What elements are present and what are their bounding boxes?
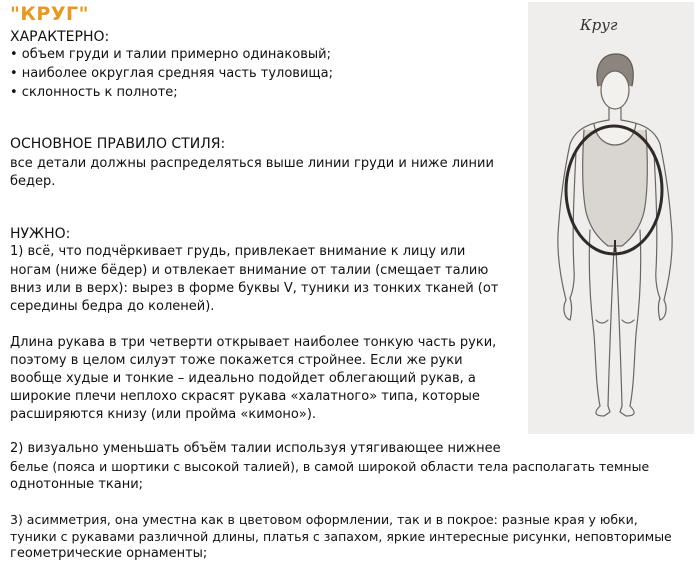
need-p1-line: вниз или в верх): вырез в форме буквы V, туники из тонких тканей (от xyxy=(10,281,499,296)
characteristic-item: • склонность к полноте; xyxy=(10,85,178,100)
characteristic-heading: ХАРАКТЕРНО: xyxy=(10,29,110,45)
style-rule-line: все детали должны распределяться выше линии груди и ниже линии xyxy=(10,156,494,171)
need-p4-line: геометрические орнаменты; xyxy=(10,546,208,561)
page-title: "КРУГ" xyxy=(10,3,90,25)
need-p3-line: белье (пояса и шортики с высокой талией), в самой широкой области тела располагать темные xyxy=(10,459,650,474)
body-shape-illustration xyxy=(528,2,694,434)
figure-caption: Круг xyxy=(580,16,618,34)
need-p3-line: 2) визуально уменьшать объём талии используя утягивающее нижнее xyxy=(10,441,501,456)
style-rule-heading: ОСНОВНОЕ ПРАВИЛО СТИЛЯ: xyxy=(10,136,226,152)
need-p1-line: 1) всё, что подчёркивает грудь, привлекает внимание к лицу или xyxy=(10,244,466,259)
need-heading: НУЖНО: xyxy=(10,226,71,242)
need-p2-line: расширяются книзу (или пройма «кимоно»). xyxy=(10,407,317,422)
need-p4-line: 3) асимметрия, она уместна как в цветовом оформлении, так и в покрое: разные края у юбки, xyxy=(10,512,638,527)
need-p2-line: поэтому в целом силуэт тоже покажется стройнее. Если же руки xyxy=(10,353,463,368)
need-p2-line: Длина рукава в три четверти открывает наиболее тонкую часть руки, xyxy=(10,335,497,350)
need-p1-line: середины бедра до коленей). xyxy=(10,299,215,314)
need-p2-line: вообще худые и тонкие – идеально подойдет облегающий рукав, а xyxy=(10,371,476,386)
need-p3-line: однотонные ткани; xyxy=(10,477,144,492)
characteristic-item: • объем груди и талии примерно одинаковый; xyxy=(10,47,331,62)
characteristic-item: • наиболее округлая средняя часть туловища; xyxy=(10,66,333,81)
need-p4-line: туники с рукавами различной длины, платья с запахом, яркие интересные рисунки, неповторимые xyxy=(10,529,672,544)
style-rule-line: бедер. xyxy=(10,174,56,189)
need-p2-line: широкие плечи неплохо скрасят рукава «халатного» типа, которые xyxy=(10,389,480,404)
body-figure-drawing xyxy=(528,2,694,434)
need-p1-line: ногам (ниже бёдер) и отвлекает внимание от талии (смещает талию xyxy=(10,263,489,278)
